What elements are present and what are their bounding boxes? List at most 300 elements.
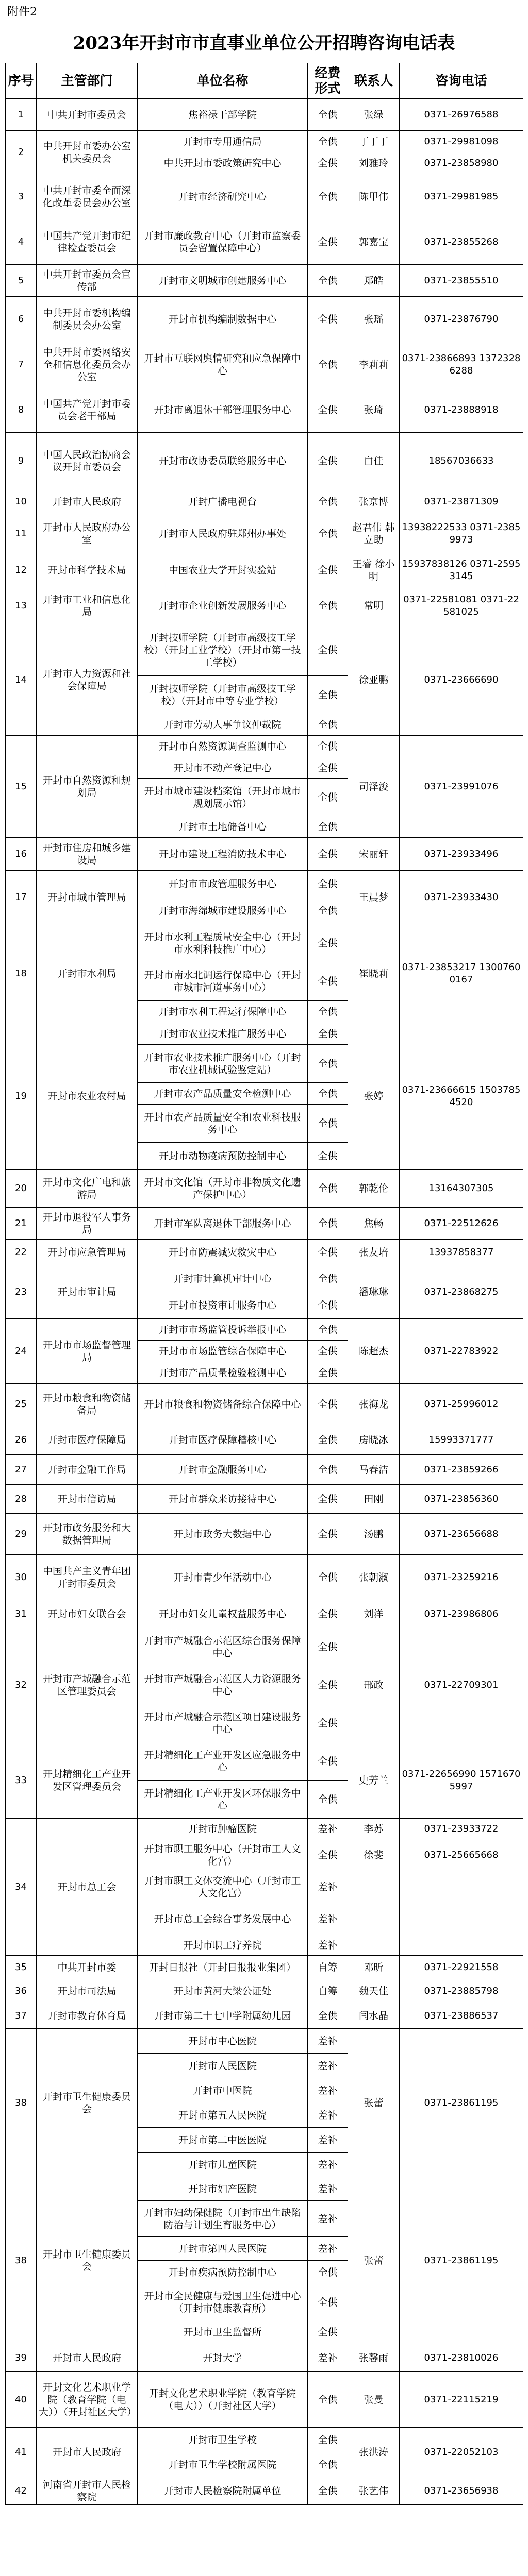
table-row: [6, 1600, 523, 1628]
contact-phone: 0371-22512626: [400, 1208, 523, 1240]
unit-name: 开封市第二十七中学附属幼儿园: [138, 2003, 308, 2029]
unit-name: 焦裕禄干部学院: [138, 99, 308, 131]
contact-person: 陈超杰: [348, 1319, 400, 1384]
row-number: 37: [6, 2003, 37, 2029]
contact-phone: 0371-23656938: [400, 2477, 523, 2505]
contact-phone: 0371-22656990 15716705997: [400, 1742, 523, 1819]
unit-name: 开封市经济研究中心: [138, 174, 308, 219]
funding-type: 全供: [308, 1319, 348, 1341]
unit-name: 开封市土地储备中心: [138, 816, 308, 838]
table-row: [6, 871, 523, 897]
unit-name: 开封市计算机审计中心: [138, 1265, 308, 1292]
dept-name: 河南省开封市人民检察院: [37, 2477, 138, 2505]
funding-type: 全供: [308, 1083, 348, 1105]
unit-name: 开封市职工服务中心（开封市工人文化宫）: [138, 1839, 308, 1871]
row-number: 24: [6, 1319, 37, 1384]
unit-name: 开封市产城融合示范区综合服务保障中心: [138, 1628, 308, 1666]
funding-type: 全供: [308, 265, 348, 297]
row-number: 3: [6, 174, 37, 219]
funding-type: 全供: [308, 871, 348, 897]
row-number: 42: [6, 2477, 37, 2505]
funding-type: 差补: [308, 2201, 348, 2237]
unit-name: 开封市专用通信局: [138, 131, 308, 152]
unit-name: 开封市离退休干部管理服务中心: [138, 387, 308, 433]
contact-person: 田刚: [348, 1485, 400, 1514]
contact-phone: 0371-22115219: [400, 2372, 523, 2428]
contact-phone: 0371-23810026: [400, 2344, 523, 2372]
funding-type: 自筹: [308, 1979, 348, 2003]
contact-phone: 0371-23856360: [400, 1485, 523, 1514]
dept-name: 开封市人民政府: [37, 489, 138, 514]
table-row: [6, 1956, 523, 1979]
dept-name: 中共开封市委员会宣传部: [37, 265, 138, 297]
table-row: [6, 1240, 523, 1265]
unit-name: 开封市群众来访接待中心: [138, 1485, 308, 1514]
table-row: [6, 219, 523, 265]
funding-type: 全供: [308, 1143, 348, 1170]
contact-phone: 13938222533 0371-23859973: [400, 514, 523, 553]
contact-person: 王睿 徐小明: [348, 553, 400, 587]
unit-name: 开封广播电视台: [138, 489, 308, 514]
contact-phone: 0371-22052103: [400, 2428, 523, 2477]
unit-name: 开封市机构编制数据中心: [138, 297, 308, 342]
row-number: 38: [6, 2177, 37, 2344]
table-row: [6, 1170, 523, 1208]
contact-phone: 0371-23259216: [400, 1555, 523, 1600]
contact-person: 房晓冰: [348, 1425, 400, 1455]
funding-type: 全供: [308, 1455, 348, 1485]
unit-name: 开封市市场监管综合保障中心: [138, 1341, 308, 1362]
row-number: 4: [6, 219, 37, 265]
unit-name: 开封市政务大数据中心: [138, 1514, 308, 1555]
funding-type: 全供: [308, 897, 348, 924]
contact-person: 常明: [348, 587, 400, 624]
table-row: [6, 2477, 523, 2505]
contact-phone: 13164307305: [400, 1170, 523, 1208]
dept-name: 开封市科学技术局: [37, 553, 138, 587]
unit-name: 开封市农业技术推广服务中心（开封市农业机械试验鉴定站）: [138, 1045, 308, 1083]
contact-person: 李莉莉: [348, 342, 400, 387]
unit-name: 开封市互联网舆情研究和应急保障中心: [138, 342, 308, 387]
dept-name: 开封市人民政府办公室: [37, 514, 138, 553]
table-row: [6, 265, 523, 297]
unit-name: 开封市人民政府驻郑州办事处: [138, 514, 308, 553]
contact-phone: 0371-23991076: [400, 736, 523, 838]
funding-type: 全供: [308, 489, 348, 514]
table-row: [6, 297, 523, 342]
dept-name: 开封市市场监督管理局: [37, 1319, 138, 1384]
funding-type: 全供: [308, 433, 348, 489]
row-number: 16: [6, 838, 37, 871]
contact-phone: 0371-22783922: [400, 1319, 523, 1384]
funding-type: 全供: [308, 2452, 348, 2477]
funding-type: 全供: [308, 1839, 348, 1871]
contact-phone: 0371-23876790: [400, 297, 523, 342]
table-row: [6, 1485, 523, 1514]
funding-type: 全供: [308, 342, 348, 387]
funding-type: 差补: [308, 2237, 348, 2261]
unit-name: 开封技师学院（开封市高级技工学校）（开封市中等专业学校）: [138, 676, 308, 714]
funding-type: 全供: [308, 624, 348, 676]
funding-type: 差补: [308, 1871, 348, 1903]
unit-name: 开封市粮食和物资储备综合保障中心: [138, 1384, 308, 1425]
dept-name: 中共开封市委机构编制委员会办公室: [37, 297, 138, 342]
unit-name: 开封市妇女儿童权益服务中心: [138, 1600, 308, 1628]
row-number: 38: [6, 2029, 37, 2177]
table-row: [6, 736, 523, 757]
contact-person: 张婷: [348, 1023, 400, 1170]
row-number: 26: [6, 1425, 37, 1455]
dept-name: 开封市退役军人事务局: [37, 1208, 138, 1240]
row-number: 1: [6, 99, 37, 131]
row-number: 35: [6, 1956, 37, 1979]
funding-type: 全供: [308, 2372, 348, 2428]
dept-name: 中国共产党开封市纪律检查委员会: [37, 219, 138, 265]
contact-person: 郑皓: [348, 265, 400, 297]
unit-name: 开封精细化工产业开发区环保服务中心: [138, 1781, 308, 1819]
unit-name: 开封市农产品质量安全和农业科技服务中心: [138, 1105, 308, 1143]
contact-phone: 0371-23885798: [400, 1979, 523, 2003]
table-row: [6, 2344, 523, 2372]
unit-name: 开封市水利工程运行保障中心: [138, 1001, 308, 1023]
row-number: 14: [6, 624, 37, 736]
funding-type: 全供: [308, 1600, 348, 1628]
unit-name: 开封市中医院: [138, 2078, 308, 2103]
funding-type: 全供: [308, 962, 348, 1001]
table-row: [6, 1555, 523, 1600]
unit-name: 开封市儿童医院: [138, 2153, 308, 2177]
unit-name: 开封市卫生监督所: [138, 2320, 308, 2344]
unit-name: 开封市妇幼保健院（开封市出生缺陷防治与计划生育服务中心）: [138, 2201, 308, 2237]
unit-name: 开封市投资审计服务中心: [138, 1292, 308, 1319]
unit-name: 开封市疾病预防控制中心: [138, 2261, 308, 2284]
contact-phone: 13937858377: [400, 1240, 523, 1265]
funding-type: 差补: [308, 2128, 348, 2153]
funding-type: 全供: [308, 1514, 348, 1555]
funding-type: 全供: [308, 1704, 348, 1742]
funding-type: 自筹: [308, 1956, 348, 1979]
unit-name: 开封市建设工程消防技术中心: [138, 838, 308, 871]
funding-type: 全供: [308, 1742, 348, 1781]
table-row: [6, 387, 523, 433]
unit-name: 开封市产城融合示范区项目建设服务中心: [138, 1704, 308, 1742]
dept-name: 中国共产党开封市委员会老干部局: [37, 387, 138, 433]
funding-type: 全供: [308, 1666, 348, 1704]
funding-type: 全供: [308, 131, 348, 152]
unit-name: 开封市市政管理服务中心: [138, 871, 308, 897]
table-row: [6, 2003, 523, 2029]
dept-name: 开封市水利局: [37, 924, 138, 1023]
row-number: 9: [6, 433, 37, 489]
contact-person: 张曼: [348, 2372, 400, 2428]
contact-phone: 0371-23888918: [400, 387, 523, 433]
contact-person: 徐亚鹏: [348, 624, 400, 736]
row-number: 19: [6, 1023, 37, 1170]
row-number: 21: [6, 1208, 37, 1240]
funding-type: 全供: [308, 2003, 348, 2029]
header-unit: 单位名称: [138, 63, 308, 99]
contact-phone: 0371-23861195: [400, 2177, 523, 2344]
dept-name: 开封文化艺术职业学院（教育学院（电大））（开封社区大学）: [37, 2372, 138, 2428]
table-row: [6, 2372, 523, 2428]
dept-name: 中共开封市委网络安全和信息化委员会办公室: [37, 342, 138, 387]
funding-type: 全供: [308, 1001, 348, 1023]
recruitment-contact-table: [5, 63, 523, 2505]
contact-person: 赵君伟 韩立助: [348, 514, 400, 553]
row-number: 28: [6, 1485, 37, 1514]
unit-name: 开封市第四人民医院: [138, 2237, 308, 2261]
contact-phone: 0371-23855510: [400, 265, 523, 297]
contact-person: 刘洋: [348, 1600, 400, 1628]
unit-name: 开封市产城融合示范区人力资源服务中心: [138, 1666, 308, 1704]
table-row: [6, 1514, 523, 1555]
funding-type: 全供: [308, 2261, 348, 2284]
contact-person: 李苏: [348, 1819, 400, 1839]
header-funding: 经费形式: [308, 63, 348, 99]
contact-phone: 0371-23853217 13007600167: [400, 924, 523, 1023]
unit-name: 开封市青少年活动中心: [138, 1555, 308, 1600]
unit-name: 开封市廉政教育中心（开封市监察委员会留置保障中心）: [138, 219, 308, 265]
funding-type: 全供: [308, 1485, 348, 1514]
table-row: [6, 1819, 523, 1839]
table-row: [6, 2029, 523, 2054]
contact-phone: 18567036633: [400, 433, 523, 489]
contact-phone: 0371-23855268: [400, 219, 523, 265]
contact-phone: 0371-22921558: [400, 1956, 523, 1979]
dept-name: 中共开封市委办公室机关委员会: [37, 131, 138, 174]
funding-type: 全供: [308, 2284, 348, 2320]
unit-name: 开封市劳动人事争议仲裁院: [138, 714, 308, 736]
dept-name: 开封市信访局: [37, 1485, 138, 1514]
dept-name: 开封市卫生健康委员会: [37, 2177, 138, 2344]
dept-name: 开封市审计局: [37, 1265, 138, 1319]
dept-name: 中国人民政治协商会议开封市委员会: [37, 433, 138, 489]
contact-phone: 0371-23859266: [400, 1455, 523, 1485]
funding-type: 全供: [308, 2320, 348, 2344]
dept-name: 开封市农业农村局: [37, 1023, 138, 1170]
contact-phone: 15993371777: [400, 1425, 523, 1455]
dept-name: 中共开封市委: [37, 1956, 138, 1979]
unit-name: 开封市文明城市创建服务中心: [138, 265, 308, 297]
contact-person: 司泽浚: [348, 736, 400, 838]
contact-phone: 0371-23656688: [400, 1514, 523, 1555]
row-number: 11: [6, 514, 37, 553]
funding-type: 全供: [308, 1628, 348, 1666]
contact-phone: 0371-23986806: [400, 1600, 523, 1628]
dept-name: 中共开封市委员会: [37, 99, 138, 131]
unit-name: 开封市产品质量检验检测中心: [138, 1362, 308, 1384]
unit-name: 开封市水利工程质量安全中心（开封市水利科技推广中心）: [138, 924, 308, 962]
contact-person: 张友培: [348, 1240, 400, 1265]
header-contact: 联系人: [348, 63, 400, 99]
row-number: 27: [6, 1455, 37, 1485]
table-row: [6, 838, 523, 871]
contact-person: 焦畅: [348, 1208, 400, 1240]
funding-type: 差补: [308, 2029, 348, 2054]
table-row: [6, 2177, 523, 2201]
funding-type: 全供: [308, 2428, 348, 2452]
contact-person: 陈甲伟: [348, 174, 400, 219]
table-row: [6, 433, 523, 489]
contact-phone: 0371-29981985: [400, 174, 523, 219]
contact-phone: [400, 1935, 523, 1956]
contact-phone: 0371-23933722: [400, 1819, 523, 1839]
unit-name: 开封市自然资源调查监测中心: [138, 736, 308, 757]
table-row: [6, 1023, 523, 1045]
unit-name: 开封市职工疗养院: [138, 1935, 308, 1956]
row-number: 8: [6, 387, 37, 433]
unit-name: 开封市卫生学校附属医院: [138, 2452, 308, 2477]
unit-name: 开封市全民健康与爱国卫生促进中心（开封市健康教育所）: [138, 2284, 308, 2320]
funding-type: 全供: [308, 1023, 348, 1045]
unit-name: 开封市企业创新发展服务中心: [138, 587, 308, 624]
row-number: 25: [6, 1384, 37, 1425]
funding-type: 全供: [308, 1105, 348, 1143]
dept-name: 开封市产城融合示范区管理委员会: [37, 1628, 138, 1742]
row-number: 31: [6, 1600, 37, 1628]
table-row: [6, 131, 523, 152]
unit-name: 中国农业大学开封实验站: [138, 553, 308, 587]
row-number: 29: [6, 1514, 37, 1555]
funding-type: 全供: [308, 587, 348, 624]
funding-type: 差补: [308, 2103, 348, 2128]
table-row: [6, 2428, 523, 2452]
contact-person: 张京博: [348, 489, 400, 514]
contact-person: 刘雅玲: [348, 152, 400, 174]
row-number: 32: [6, 1628, 37, 1742]
contact-person: 邢政: [348, 1628, 400, 1742]
funding-type: 全供: [308, 1362, 348, 1384]
dept-name: 开封精细化工产业开发区管理委员会: [37, 1742, 138, 1819]
dept-name: 开封市总工会: [37, 1819, 138, 1956]
contact-phone: 0371-29981098: [400, 131, 523, 152]
funding-type: 全供: [308, 1240, 348, 1265]
contact-person: 张艺伟: [348, 2477, 400, 2505]
unit-name: 开封市防震减灾救灾中心: [138, 1240, 308, 1265]
contact-person: 张绿: [348, 99, 400, 131]
dept-name: 开封市粮食和物资储备局: [37, 1384, 138, 1425]
contact-phone: 0371-22581081 0371-22581025: [400, 587, 523, 624]
dept-name: 中国共产主义青年团开封市委员会: [37, 1555, 138, 1600]
unit-name: 开封市第五人民医院: [138, 2103, 308, 2128]
table-row: [6, 342, 523, 387]
contact-person: [348, 1903, 400, 1935]
contact-person: 宋丽轩: [348, 838, 400, 871]
funding-type: 差补: [308, 1935, 348, 1956]
unit-name: 开封市海绵城市建设服务中心: [138, 897, 308, 924]
contact-person: 郭嘉宝: [348, 219, 400, 265]
table-row: [6, 924, 523, 962]
contact-person: 汤鹏: [348, 1514, 400, 1555]
funding-type: 全供: [308, 779, 348, 816]
unit-name: 开封市农业技术推广服务中心: [138, 1023, 308, 1045]
unit-name: 开封市卫生学校: [138, 2428, 308, 2452]
contact-person: 张蕾: [348, 2029, 400, 2177]
row-number: 7: [6, 342, 37, 387]
funding-type: 全供: [308, 1425, 348, 1455]
row-number: 2: [6, 131, 37, 174]
funding-type: 差补: [308, 2344, 348, 2372]
dept-name: 开封市应急管理局: [37, 1240, 138, 1265]
unit-name: 开封市人民检察院附属单位: [138, 2477, 308, 2505]
unit-name: 开封大学: [138, 2344, 308, 2372]
contact-person: [348, 1935, 400, 1956]
dept-name: 开封市自然资源和规划局: [37, 736, 138, 838]
contact-person: 白佳: [348, 433, 400, 489]
row-number: 39: [6, 2344, 37, 2372]
contact-phone: 0371-23861195: [400, 2029, 523, 2177]
contact-person: 张琦: [348, 387, 400, 433]
funding-type: 全供: [308, 387, 348, 433]
contact-phone: 0371-25996012: [400, 1384, 523, 1425]
contact-phone: 0371-23933496: [400, 838, 523, 871]
contact-person: 郭乾伦: [348, 1170, 400, 1208]
header-phone: 咨询电话: [400, 63, 523, 99]
funding-type: 全供: [308, 1265, 348, 1292]
unit-name: 开封精细化工产业开发区应急服务中心: [138, 1742, 308, 1781]
funding-type: 全供: [308, 553, 348, 587]
table-row: [6, 1384, 523, 1425]
contact-phone: 15937838126 0371-25953145: [400, 553, 523, 587]
funding-type: 全供: [308, 1170, 348, 1208]
contact-person: 张蕾: [348, 2177, 400, 2344]
dept-name: 开封市城市管理局: [37, 871, 138, 924]
unit-name: 开封市金融服务中心: [138, 1455, 308, 1485]
dept-name: 开封市人民政府: [37, 2428, 138, 2477]
row-number: 12: [6, 553, 37, 587]
contact-person: 史芳兰: [348, 1742, 400, 1819]
table-row: [6, 1265, 523, 1292]
table-row: [6, 1979, 523, 2003]
funding-type: 全供: [308, 736, 348, 757]
row-number: 15: [6, 736, 37, 838]
row-number: 33: [6, 1742, 37, 1819]
contact-person: 马春洁: [348, 1455, 400, 1485]
funding-type: 差补: [308, 2054, 348, 2078]
dept-name: 开封市教育体育局: [37, 2003, 138, 2029]
dept-name: 开封市住房和城乡建设局: [37, 838, 138, 871]
row-number: 22: [6, 1240, 37, 1265]
unit-name: 开封市南水北调运行保障中心（开封市城市河道事务中心）: [138, 962, 308, 1001]
funding-type: 全供: [308, 1555, 348, 1600]
contact-person: 张瑶: [348, 297, 400, 342]
funding-type: 全供: [308, 924, 348, 962]
unit-name: 开封市市场监管投诉举报中心: [138, 1319, 308, 1341]
contact-phone: [400, 1903, 523, 1935]
table-row: [6, 514, 523, 553]
contact-phone: 0371-23666690: [400, 624, 523, 736]
unit-name: 开封市人民医院: [138, 2054, 308, 2078]
funding-type: 全供: [308, 514, 348, 553]
funding-type: 全供: [308, 816, 348, 838]
dept-name: 开封市司法局: [37, 1979, 138, 2003]
funding-type: 全供: [308, 2477, 348, 2505]
dept-name: 开封市医疗保障局: [37, 1425, 138, 1455]
table-row: [6, 1208, 523, 1240]
table-row: [6, 624, 523, 676]
table-header-row: [6, 63, 523, 99]
row-number: 41: [6, 2428, 37, 2477]
funding-type: 全供: [308, 1384, 348, 1425]
row-number: 10: [6, 489, 37, 514]
contact-phone: 0371-23866893 13723286288: [400, 342, 523, 387]
contact-person: 魏天佳: [348, 1979, 400, 2003]
contact-phone: 0371-23858980: [400, 152, 523, 174]
annex-label: 附件2: [7, 6, 37, 19]
contact-phone: 0371-23868275: [400, 1265, 523, 1319]
row-number: 30: [6, 1555, 37, 1600]
row-number: 23: [6, 1265, 37, 1319]
